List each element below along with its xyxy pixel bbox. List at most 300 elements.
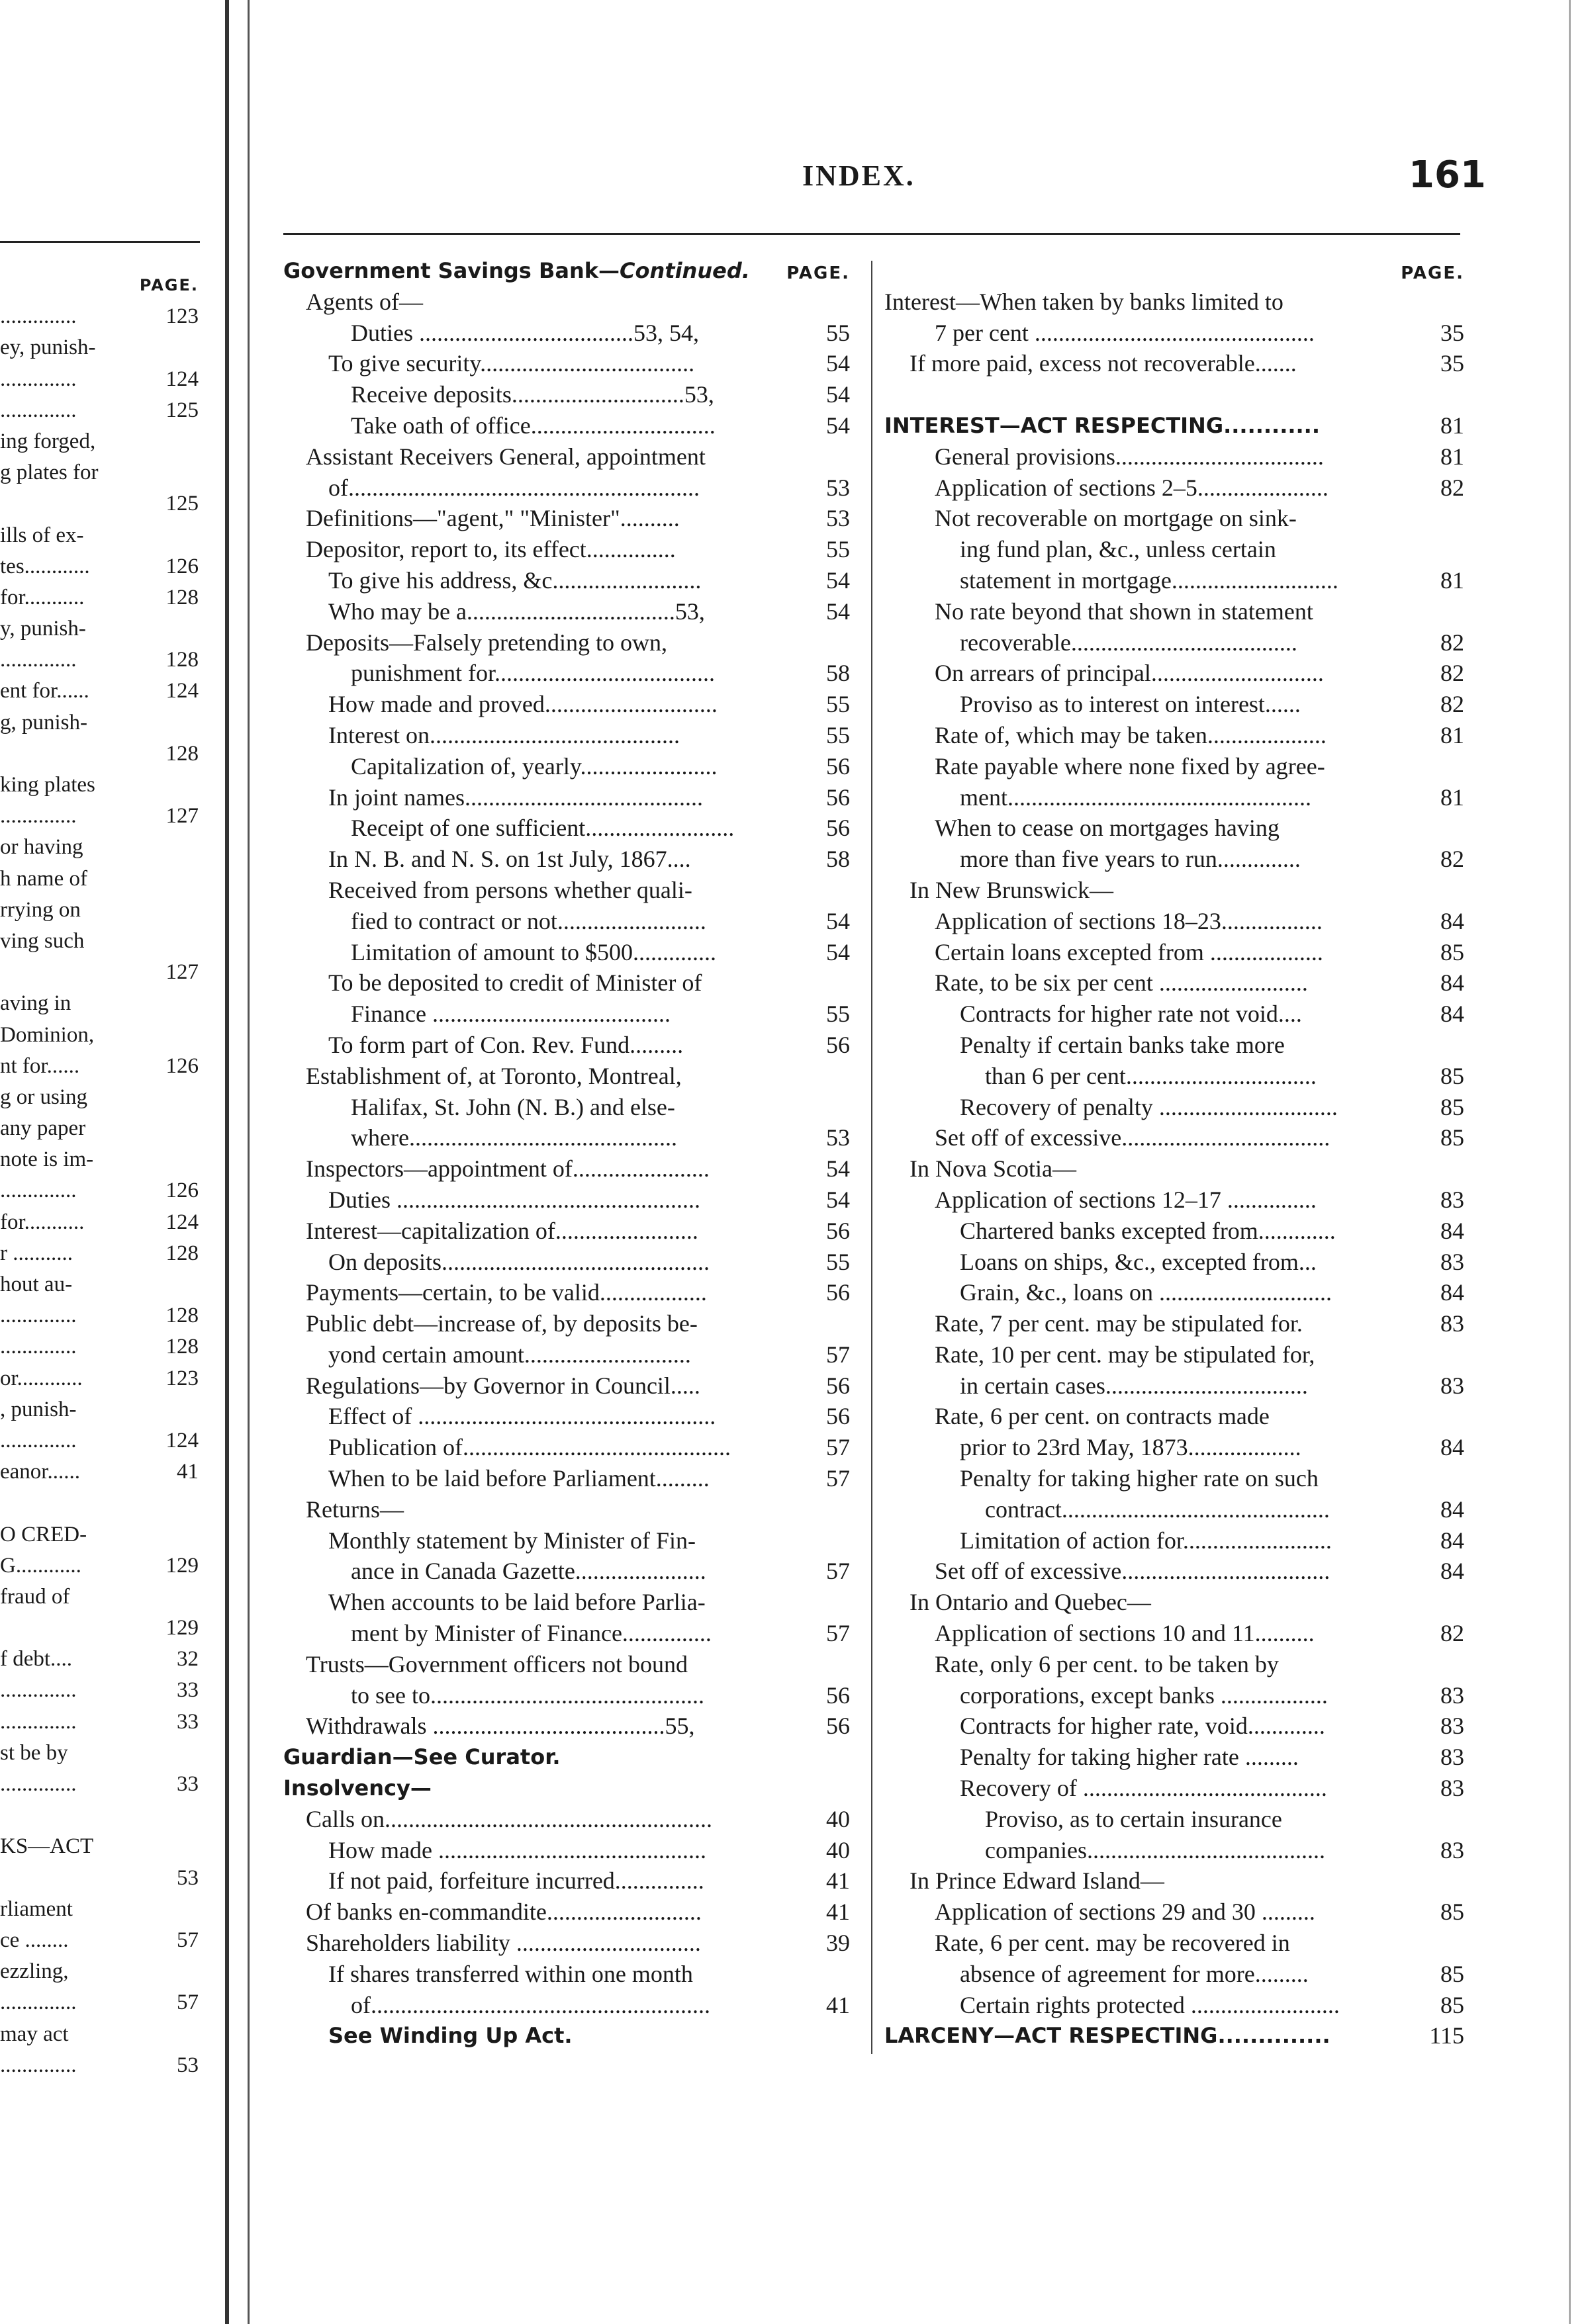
fragment-line — [0, 895, 199, 926]
index-entry — [283, 1339, 850, 1370]
index-entry — [884, 287, 1464, 318]
entry-text: Receipt of one sufficient......................... — [351, 815, 735, 842]
left-header-rule — [0, 241, 200, 243]
index-entry — [884, 1216, 1464, 1247]
index-entry — [283, 1494, 850, 1525]
index-entry — [884, 1928, 1464, 1959]
fragment-line — [0, 988, 199, 1019]
entry-page: 85 — [1440, 1991, 1464, 2018]
index-entry — [283, 1308, 850, 1339]
entry-page: 53 — [826, 1124, 850, 1151]
index-entry — [884, 1339, 1464, 1370]
entry-page: 84 — [1440, 1527, 1464, 1554]
heading-text: Government Savings Bank— — [283, 258, 620, 283]
entry-page: 54 — [826, 350, 850, 377]
entry-page: 54 — [826, 598, 850, 625]
fragment-page: 33 — [177, 1772, 199, 1796]
fragment-line — [0, 1331, 199, 1363]
entry-page: 56 — [826, 1681, 850, 1709]
left-page-fragment — [0, 270, 199, 2081]
entry-text: In joint names........................................ — [328, 783, 703, 811]
entry-text: statement in mortgage............................ — [960, 566, 1338, 594]
entry-page: 83 — [1440, 1372, 1464, 1399]
fragment-page: 129 — [165, 1616, 199, 1640]
index-entry — [884, 1990, 1464, 2021]
entry-text: Inspectors—appointment of....................... — [306, 1155, 710, 1183]
entry-text: to see to.............................................. — [351, 1681, 704, 1709]
entry-page: 41 — [826, 1899, 850, 1926]
index-entry — [884, 782, 1464, 813]
entry-text: Not recoverable on mortgage on sink- — [935, 505, 1297, 532]
fragment-line — [0, 1238, 199, 1269]
index-entry — [884, 1153, 1464, 1184]
fragment-text: KS—ACT — [0, 1834, 94, 1859]
entry-text: Rate, to be six per cent ......................... — [935, 969, 1308, 997]
fragment-text: ezzling, — [0, 1959, 69, 1984]
index-entry — [283, 1401, 850, 1432]
entry-page: 81 — [1440, 783, 1464, 811]
entry-text: In New Brunswick— — [910, 876, 1113, 903]
entry-page: 83 — [1440, 1186, 1464, 1213]
index-entry — [884, 1649, 1464, 1680]
fragment-page: 125 — [165, 398, 199, 422]
fragment-text: may act — [0, 2022, 69, 2046]
entry-page: 83 — [1440, 1744, 1464, 1771]
fragment-text: hout au- — [0, 1273, 73, 1296]
index-entry — [884, 1742, 1464, 1773]
entry-text: Duties ................................................... — [328, 1186, 700, 1213]
index-entry — [884, 1680, 1464, 1711]
fragment-text: g, punish- — [0, 710, 87, 735]
entry-page: 56 — [826, 1279, 850, 1306]
index-entry — [884, 906, 1464, 937]
index-entry — [283, 906, 850, 937]
index-entry — [283, 503, 850, 534]
fragment-page: 124 — [165, 679, 199, 703]
index-entry — [283, 1835, 850, 1866]
fragment-line — [0, 1113, 199, 1144]
entry-page: 82 — [1440, 691, 1464, 718]
entry-page: 81 — [1440, 443, 1464, 470]
entry-text: ing fund plan, &c., unless certain — [960, 536, 1276, 563]
index-entry — [884, 937, 1464, 968]
entry-text: 7 per cent ............................................... — [935, 319, 1315, 346]
entry-page: 55 — [826, 1001, 850, 1028]
entry-text: Interest—capitalization of........................ — [306, 1217, 698, 1244]
entry-text: Capitalization of, yearly....................... — [351, 752, 718, 780]
index-entry — [283, 318, 850, 349]
index-entry — [884, 1804, 1464, 1835]
entry-page: 54 — [826, 381, 850, 408]
entry-text: Limitation of amount to $500.............. — [351, 938, 716, 965]
entry-text: Rate payable where none fixed by agree- — [935, 752, 1325, 780]
fragment-page: 125 — [165, 492, 199, 516]
fragment-line — [0, 676, 199, 707]
index-entry — [884, 1494, 1464, 1525]
fragment-line — [0, 1082, 199, 1113]
fragment-line — [0, 1925, 199, 1956]
index-entry — [283, 1216, 850, 1247]
entry-text: Deposits—Falsely pretending to own, — [306, 629, 667, 656]
entry-text: In Ontario and Quebec— — [910, 1589, 1151, 1616]
entry-text: corporations, except banks .................. — [960, 1681, 1328, 1709]
index-entry — [283, 1092, 850, 1123]
index-entry — [884, 1277, 1464, 1308]
fragment-line — [0, 1956, 199, 1987]
entry-text: fied to contract or not......................... — [351, 907, 706, 934]
entry-page: 55 — [826, 691, 850, 718]
entry-page: 55 — [826, 1248, 850, 1275]
fragment-text: f debt.... — [0, 1647, 73, 1672]
index-entry — [884, 1432, 1464, 1463]
index-entry — [283, 1153, 850, 1184]
fragment-line — [0, 1987, 199, 2018]
fragment-text: tes............ — [0, 554, 90, 578]
entry-text: Withdrawals .......................................55, — [306, 1713, 695, 1740]
fragment-text: .............. — [0, 648, 77, 672]
index-entry — [283, 1990, 850, 2021]
entry-page: 81 — [1440, 721, 1464, 748]
fragment-line — [0, 738, 199, 770]
index-entry — [884, 596, 1464, 627]
entry-page: 82 — [1440, 474, 1464, 501]
entry-text: Interest on.......................................... — [328, 721, 680, 748]
fragment-line — [0, 1831, 199, 1862]
fragment-line — [0, 426, 199, 457]
index-entry — [884, 1959, 1464, 1990]
fragment-text: ent for...... — [0, 679, 89, 703]
index-entry — [884, 1525, 1464, 1556]
entry-text: ment by Minister of Finance............... — [351, 1620, 712, 1647]
entry-text: Recovery of ......................................... — [960, 1775, 1327, 1802]
index-entry — [283, 410, 850, 441]
fragment-page: 128 — [165, 1241, 199, 1265]
fragment-text: O CRED- — [0, 1522, 87, 1546]
fragment-page: PAGE. — [139, 276, 199, 294]
entry-text: INTEREST—ACT RESPECTING............ — [884, 412, 1320, 438]
fragment-text: G............ — [0, 1553, 81, 1578]
fragment-text: fraud of — [0, 1584, 70, 1609]
index-entry — [884, 844, 1464, 875]
fragment-line — [0, 1425, 199, 1456]
page-column-label: PAGE. — [786, 263, 850, 283]
fragment-page: 129 — [165, 1553, 199, 1578]
fragment-line — [0, 1675, 199, 1706]
index-entry — [283, 348, 850, 379]
index-entry — [283, 1463, 850, 1494]
fragment-text: g or using — [0, 1085, 87, 1109]
entry-text: Payments—certain, to be valid.................. — [306, 1279, 707, 1306]
entry-page: 57 — [826, 1434, 850, 1461]
fragment-text: h name of — [0, 866, 87, 891]
entry-text: Proviso as to interest on interest...... — [960, 691, 1301, 718]
fragment-text: .............. — [0, 1335, 77, 1359]
middle-entries — [283, 287, 850, 2051]
fragment-text: .............. — [0, 1772, 77, 1796]
entry-text: To be deposited to credit of Minister of — [328, 969, 702, 997]
index-entry — [283, 1959, 850, 1990]
fragment-page: 57 — [177, 1990, 199, 2015]
fragment-page: 126 — [165, 1053, 199, 1078]
fragment-line — [0, 1363, 199, 1394]
entry-page: 56 — [826, 752, 850, 780]
index-entry — [283, 596, 850, 627]
index-entry — [884, 318, 1464, 349]
entry-text: recoverable...................................... — [960, 629, 1297, 656]
fragment-text: .............. — [0, 1990, 77, 2015]
entry-text: Returns— — [306, 1496, 404, 1523]
right-edge-line — [1569, 0, 1571, 2324]
fragment-text: or having — [0, 835, 83, 860]
entry-page: 57 — [826, 1620, 850, 1647]
fragment-line — [0, 488, 199, 519]
index-entry — [283, 1897, 850, 1928]
fragment-line — [0, 707, 199, 738]
fragment-page: 41 — [177, 1460, 199, 1484]
entry-page: 84 — [1440, 1558, 1464, 1585]
entry-text: When to be laid before Parliament......... — [328, 1465, 710, 1492]
index-entry — [283, 782, 850, 813]
fragment-text: .............. — [0, 1179, 77, 1203]
fragment-text: , punish- — [0, 1397, 77, 1421]
fragment-text: ce ........ — [0, 1928, 69, 1952]
entry-text: Contracts for higher rate, void............. — [960, 1713, 1325, 1740]
entry-page: 56 — [826, 783, 850, 811]
fragment-line — [0, 1269, 199, 1300]
index-entry — [884, 1184, 1464, 1216]
entry-text: On arrears of principal............................. — [935, 660, 1324, 687]
entry-text: Assistant Receivers General, appointment — [306, 443, 706, 470]
entry-text: Trusts—Government officers not bound — [306, 1650, 688, 1677]
entry-text: punishment for..................................... — [351, 660, 715, 687]
entry-page: 84 — [1440, 1001, 1464, 1028]
entry-page: 40 — [826, 1805, 850, 1832]
entry-text: Depositor, report to, its effect............... — [306, 536, 676, 563]
entry-text: If not paid, forfeiture incurred............... — [328, 1867, 704, 1895]
fragment-page: 128 — [165, 1335, 199, 1359]
fragment-line — [0, 1582, 199, 1613]
fragment-text: any paper — [0, 1116, 86, 1141]
entry-page: 85 — [1440, 1899, 1464, 1926]
fragment-text: .............. — [0, 1428, 77, 1452]
entry-page: 84 — [1440, 969, 1464, 997]
entry-page: 85 — [1440, 1960, 1464, 1987]
index-entry — [283, 565, 850, 596]
fragment-line — [0, 1894, 199, 1925]
index-entry — [283, 1432, 850, 1463]
index-entry — [283, 844, 850, 875]
index-entry — [884, 967, 1464, 999]
fragment-line — [0, 1769, 199, 1800]
entry-page: 41 — [826, 1867, 850, 1895]
fragment-text: .............. — [0, 1709, 77, 1734]
fragment-text: king plates — [0, 773, 95, 797]
fragment-page: 128 — [165, 648, 199, 672]
index-entry — [283, 1122, 850, 1153]
index-entry — [884, 689, 1464, 720]
right-entries — [884, 287, 1464, 2051]
index-entry — [884, 348, 1464, 379]
fragment-line — [0, 1613, 199, 1644]
index-entry — [283, 441, 850, 472]
index-entry — [884, 1835, 1464, 1866]
entry-text: When to cease on mortgages having — [935, 815, 1280, 842]
entry-text: Rate of, which may be taken.................... — [935, 721, 1327, 748]
entry-page: 84 — [1440, 1434, 1464, 1461]
right-column — [884, 255, 1464, 2051]
fragment-line — [0, 1456, 199, 1488]
index-entry — [283, 627, 850, 658]
entry-text: of........................................................... — [328, 474, 700, 501]
entry-text: To form part of Con. Rev. Fund......... — [328, 1031, 684, 1058]
entry-text: If more paid, excess not recoverable....... — [910, 350, 1297, 377]
entry-page: 83 — [1440, 1310, 1464, 1337]
fragment-line — [0, 1707, 199, 1738]
index-entry — [283, 1804, 850, 1835]
entry-text: Received from persons whether quali- — [328, 876, 692, 903]
fragment-text: .............. — [0, 2053, 77, 2077]
entry-page: 56 — [826, 1713, 850, 1740]
fragment-line — [0, 1644, 199, 1675]
entry-text: LARCENY—ACT RESPECTING.............. — [884, 2023, 1330, 2049]
fragment-text: ey, punish- — [0, 335, 96, 360]
fragment-page: 128 — [165, 585, 199, 609]
fragment-line — [0, 1550, 199, 1582]
index-entry — [884, 1401, 1464, 1432]
fragment-line — [0, 1051, 199, 1082]
index-entry — [283, 472, 850, 504]
right-column-heading-row — [884, 255, 1464, 287]
entry-page: 83 — [1440, 1681, 1464, 1709]
index-entry — [884, 379, 1464, 410]
index-entry — [283, 689, 850, 720]
index-entry — [283, 1865, 850, 1897]
entry-page: 82 — [1440, 1620, 1464, 1647]
fragment-line — [0, 332, 199, 363]
entry-page: 85 — [1440, 1062, 1464, 1089]
page-edge-line — [248, 0, 250, 2324]
entry-page: 54 — [826, 1155, 850, 1183]
entry-text: Definitions—"agent," "Minister".......... — [306, 505, 680, 532]
entry-text: Penalty if certain banks take more — [960, 1031, 1285, 1058]
fragment-text: ving such — [0, 928, 85, 953]
fragment-line — [0, 926, 199, 957]
entry-page: 35 — [1440, 319, 1464, 346]
entry-page: 56 — [826, 1031, 850, 1058]
entry-page: 85 — [1440, 1093, 1464, 1120]
entry-text: ance in Canada Gazette...................... — [351, 1558, 706, 1585]
entry-page: 54 — [826, 907, 850, 934]
entry-text: Of banks en-commandite.......................... — [306, 1899, 702, 1926]
index-entry — [283, 720, 850, 751]
entry-text: Contracts for higher rate not void.... — [960, 1001, 1302, 1028]
entry-text: in certain cases.................................. — [960, 1372, 1308, 1399]
fragment-page: 128 — [165, 1304, 199, 1328]
fragment-page: 33 — [177, 1709, 199, 1734]
fragment-line — [0, 645, 199, 676]
entry-page: 85 — [1440, 938, 1464, 965]
entry-text: General provisions................................... — [935, 443, 1324, 470]
fragment-text: aving in — [0, 991, 71, 1016]
entry-text: Halifax, St. John (N. B.) and else- — [351, 1093, 675, 1120]
entry-page: 56 — [826, 1403, 850, 1430]
fragment-line — [0, 801, 199, 832]
fragment-line — [0, 395, 199, 426]
fragment-line — [0, 301, 199, 332]
fragment-page: 33 — [177, 1678, 199, 1703]
fragment-page: 53 — [177, 2053, 199, 2077]
entry-page: 84 — [1440, 1279, 1464, 1306]
index-entry — [283, 1370, 850, 1402]
index-entry — [884, 2020, 1464, 2051]
entry-text: Finance ........................................ — [351, 1001, 671, 1028]
index-entry — [283, 999, 850, 1030]
gutter-line — [225, 0, 229, 2324]
fragment-page: 57 — [177, 1928, 199, 1952]
entry-page: 57 — [826, 1341, 850, 1368]
entry-page: 81 — [1440, 412, 1464, 439]
index-entry — [884, 1308, 1464, 1339]
fragment-line — [0, 582, 199, 613]
fragment-text: nt for...... — [0, 1053, 80, 1078]
fragment-page: 124 — [165, 1210, 199, 1234]
fragment-text: r ........... — [0, 1241, 73, 1265]
entry-page: 84 — [1440, 907, 1464, 934]
fragment-line — [0, 2019, 199, 2050]
entry-page: 82 — [1440, 846, 1464, 873]
entry-page: 83 — [1440, 1836, 1464, 1863]
index-entry — [884, 720, 1464, 751]
entry-text: Penalty for taking higher rate on such — [960, 1465, 1319, 1492]
index-entry — [283, 1556, 850, 1587]
entry-text: In Nova Scotia— — [910, 1155, 1076, 1183]
fragment-line — [0, 613, 199, 645]
index-entry — [884, 751, 1464, 782]
index-entry — [283, 379, 850, 410]
entry-page: 55 — [826, 319, 850, 346]
index-entry — [884, 1556, 1464, 1587]
fragment-text: note is im- — [0, 1147, 94, 1172]
fragment-line — [0, 551, 199, 582]
entry-page: 83 — [1440, 1248, 1464, 1275]
fragment-page: 126 — [165, 554, 199, 578]
entry-text: Public debt—increase of, by deposits be- — [306, 1310, 698, 1337]
fragment-line — [0, 2050, 199, 2081]
entry-page: 40 — [826, 1836, 850, 1863]
entry-text: Establishment of, at Toronto, Montreal, — [306, 1062, 682, 1089]
fragment-line — [0, 1488, 199, 1519]
entry-text: of......................................................... — [351, 1991, 710, 2018]
index-entry — [283, 1773, 850, 1804]
page-title: INDEX. — [802, 159, 915, 192]
fragment-line — [0, 1144, 199, 1175]
entry-text: On deposits............................................. — [328, 1248, 710, 1275]
index-entry — [884, 441, 1464, 472]
entry-text: Loans on ships, &c., excepted from... — [960, 1248, 1317, 1275]
index-entry — [283, 967, 850, 999]
entry-text: Monthly statement by Minister of Fin- — [328, 1527, 696, 1554]
index-entry — [884, 565, 1464, 596]
entry-page: 53 — [826, 474, 850, 501]
fragment-text: .............. — [0, 367, 77, 391]
entry-text: Application of sections 18–23................. — [935, 907, 1323, 934]
index-entry — [283, 937, 850, 968]
index-entry — [884, 1370, 1464, 1402]
entry-page: 56 — [826, 1217, 850, 1244]
entry-page: 56 — [826, 1372, 850, 1399]
entry-text: Chartered banks excepted from............. — [960, 1217, 1336, 1244]
entry-text: To give security.................................... — [328, 350, 695, 377]
